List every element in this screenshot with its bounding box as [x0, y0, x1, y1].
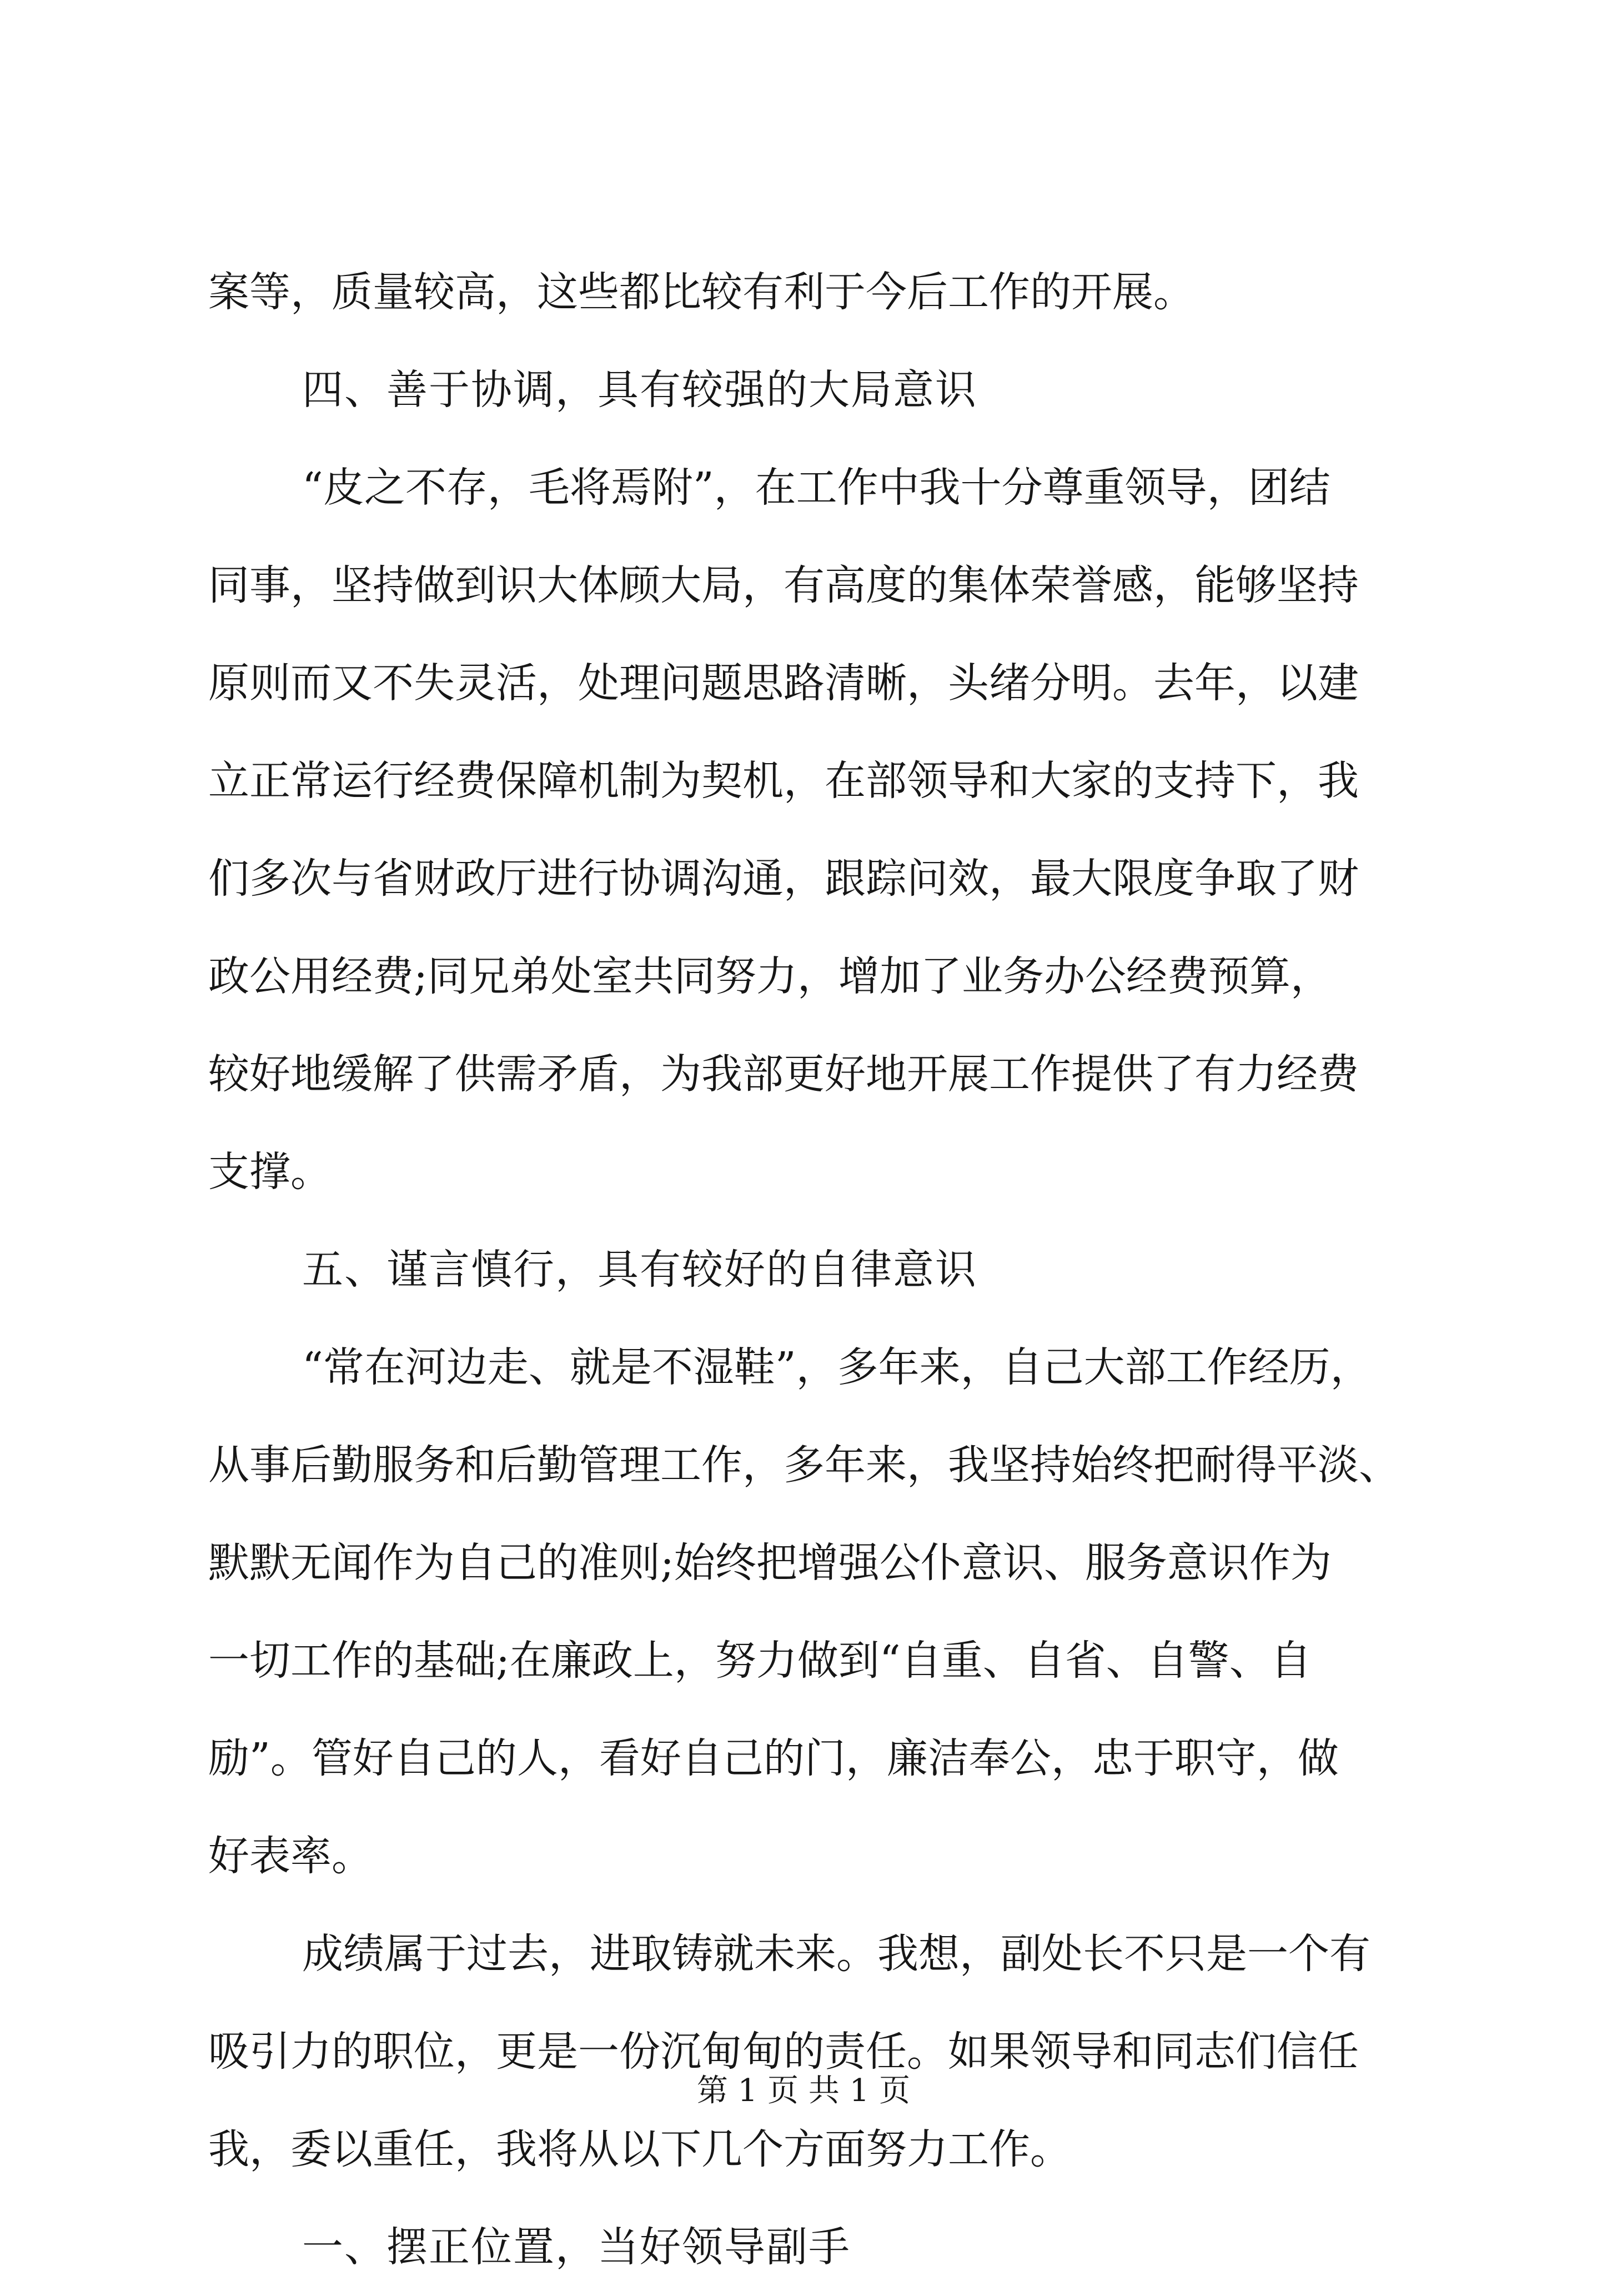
paragraph-line: “常在河边走、就是不湿鞋”，多年来，自己大部工作经历，: [302, 1343, 1372, 1391]
paragraph-line: 一切工作的基础;在廉政上，努力做到“自重、自省、自警、自: [208, 1637, 1312, 1685]
paragraph-line: “皮之不存，毛将焉附”，在工作中我十分尊重领导，团结: [302, 464, 1330, 512]
paragraph-line: 我，委以重任，我将从以下几个方面努力工作。: [208, 2125, 1071, 2173]
paragraph-line: 同事，坚持做到识大体顾大局，有高度的集体荣誉感，能够坚持: [208, 562, 1359, 609]
section-heading: 四、善于协调，具有较强的大局意识: [302, 366, 977, 414]
paragraph-line: 立正常运行经费保障机制为契机，在部领导和大家的支持下，我: [208, 757, 1359, 805]
section-heading: 五、谨言慎行，具有较好的自律意识: [302, 1246, 977, 1294]
paragraph-line: 默默无闻作为自己的准则;始终把增强公仆意识、服务意识作为: [208, 1539, 1332, 1587]
paragraph-line: 原则而又不失灵活，处理问题思路清晰，头绪分明。去年，以建: [208, 659, 1359, 707]
paragraph-line: 好表率。: [208, 1832, 373, 1880]
paragraph-line: 案等，质量较高，这些都比较有利于今后工作的开展。: [208, 268, 1194, 316]
paragraph-line: 支撑。: [208, 1148, 332, 1196]
paragraph-line: 政公用经费;同兄弟处室共同努力，增加了业务办公经费预算，: [208, 953, 1332, 1000]
paragraph-line: 励”。管好自己的人，看好自己的门，廉洁奉公，忠于职守，做: [208, 1734, 1339, 1782]
paragraph-line: 从事后勤服务和后勤管理工作，多年来，我坚持始终把耐得平淡、: [208, 1441, 1400, 1489]
paragraph-line: 吸引力的职位，更是一份沉甸甸的责任。如果领导和同志们信任: [208, 2028, 1359, 2076]
paragraph-line: 较好地缓解了供需矛盾，为我部更好地开展工作提供了有力经费: [208, 1050, 1359, 1098]
page-number-footer: 第 1 页 共 1 页: [696, 2073, 911, 2109]
paragraph-line: 们多次与省财政厅进行协调沟通，跟踪问效，最大限度争取了财: [208, 855, 1359, 903]
document-body: [208, 243, 1413, 2296]
section-heading: 一、摆正位置，当好领导副手: [302, 2223, 851, 2271]
paragraph-line: 成绩属于过去，进取铸就未来。我想，副处长不只是一个有: [302, 1930, 1370, 1978]
